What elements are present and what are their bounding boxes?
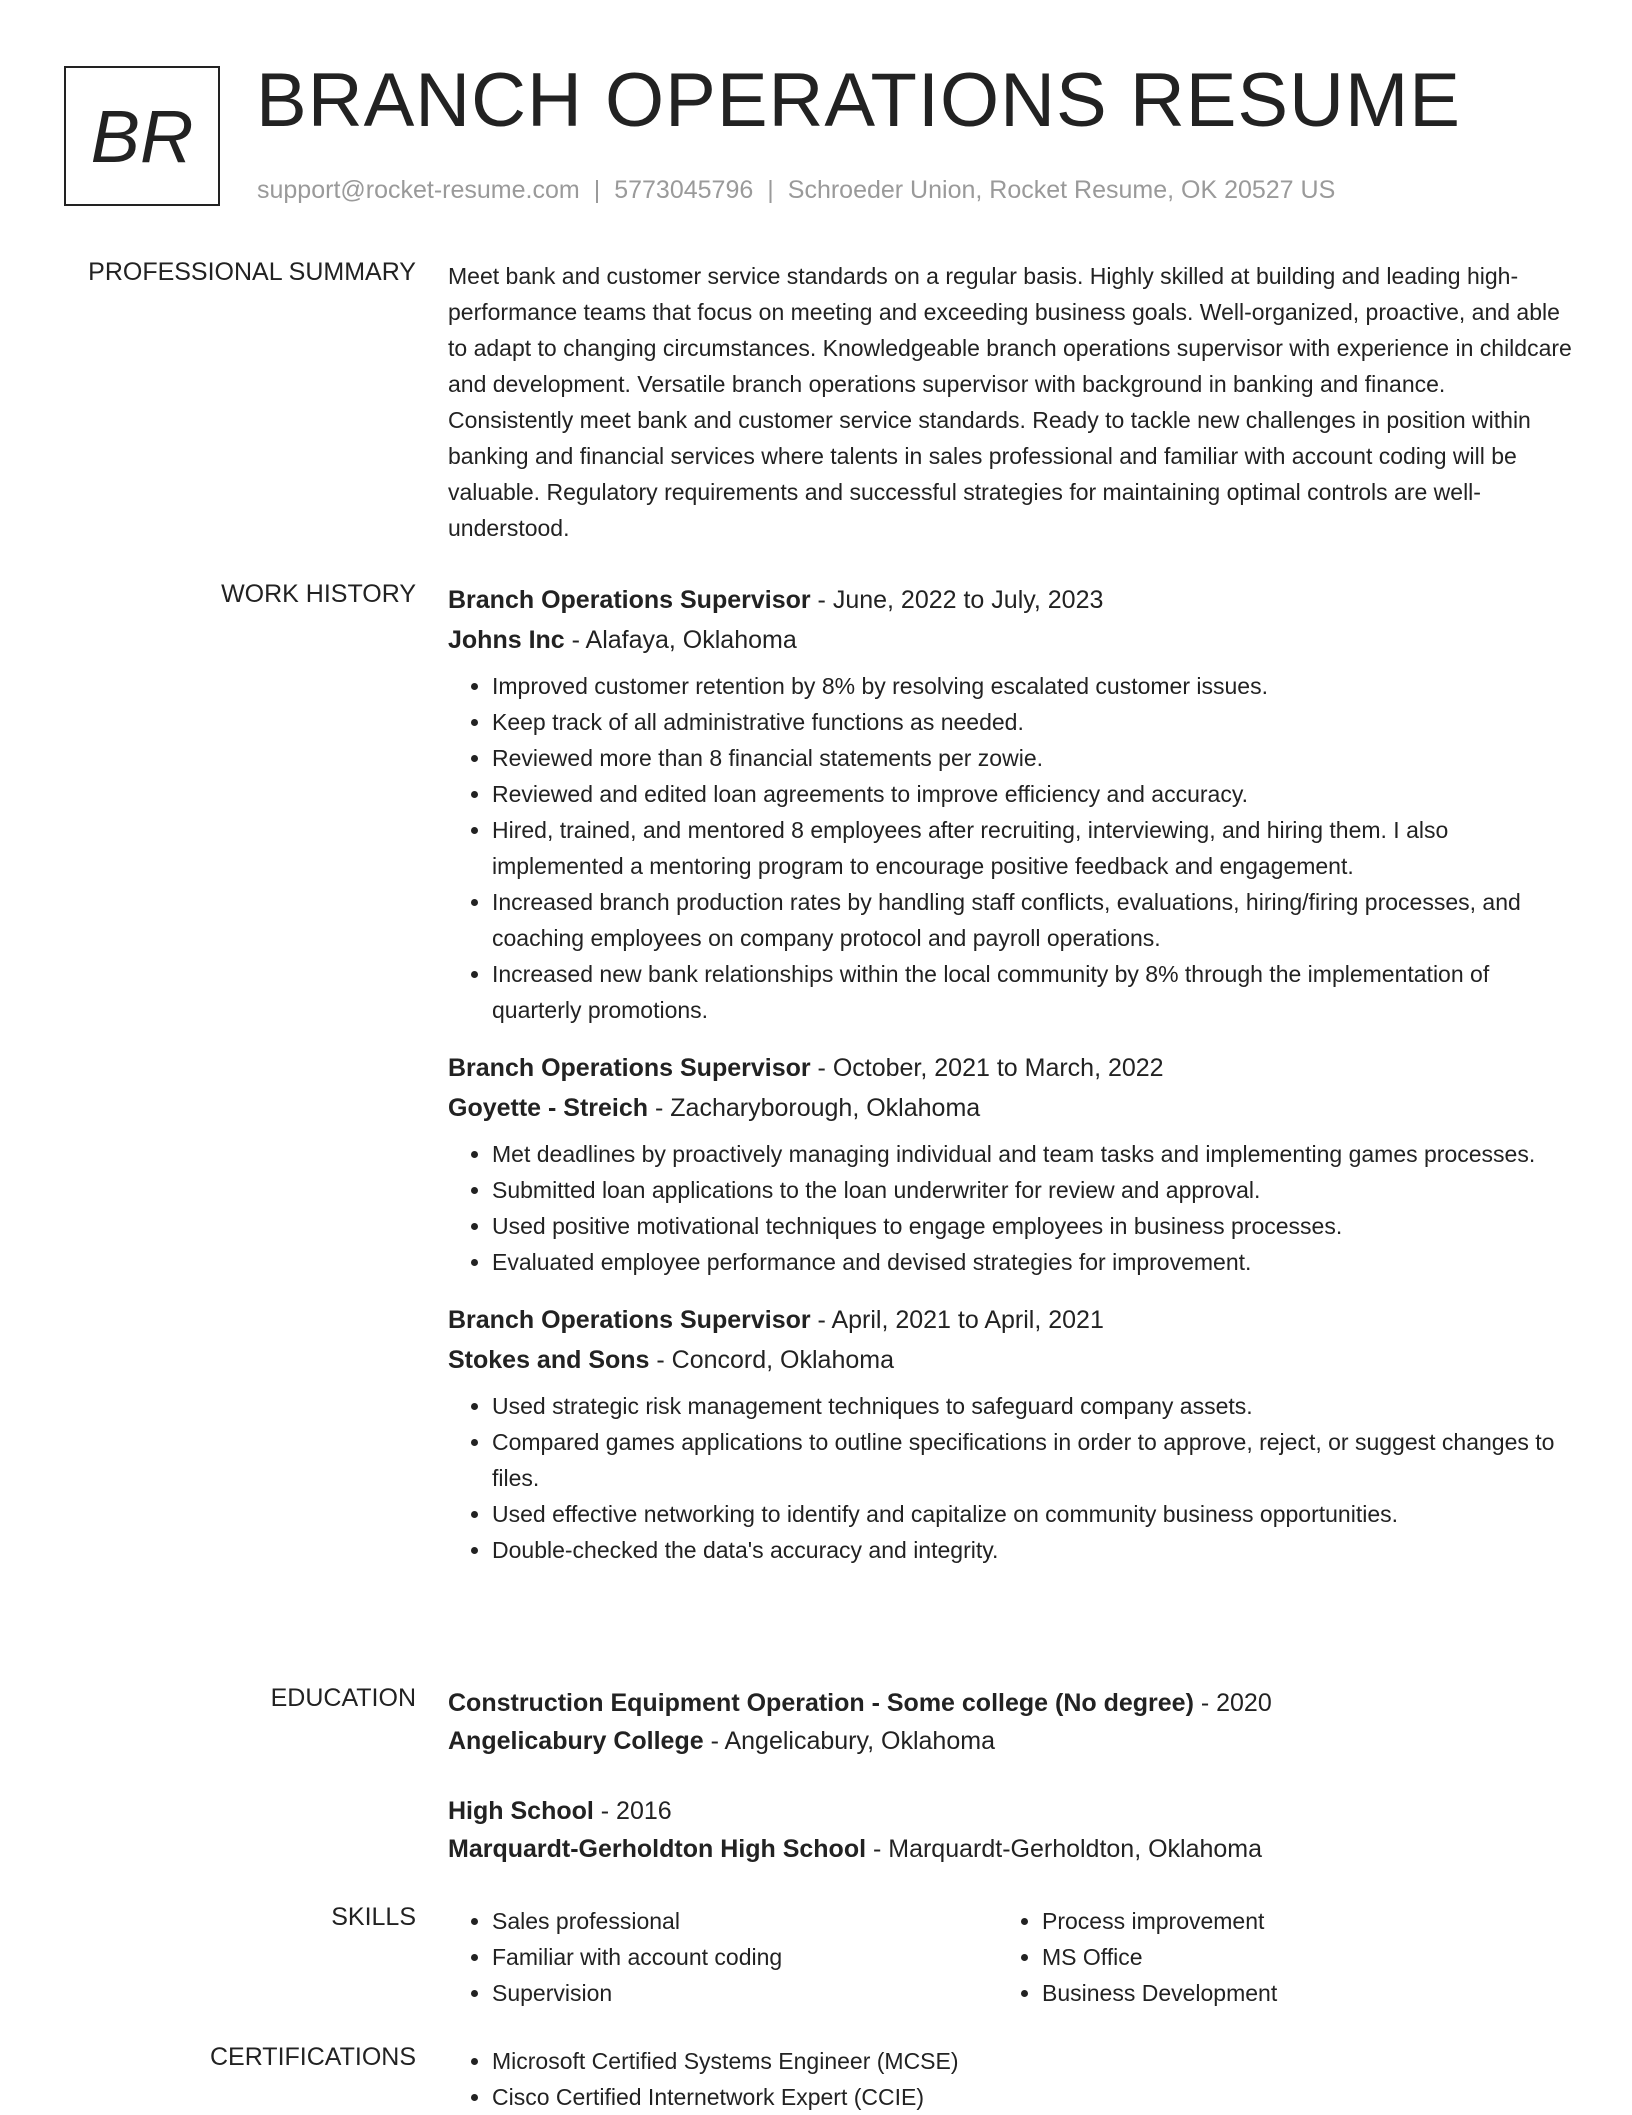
education-school-line xyxy=(448,1830,1572,1868)
education-school: Marquardt-Gerholdton High School xyxy=(448,1835,867,1863)
contact-phone[interactable]: 5773045796 xyxy=(614,176,754,204)
job-bullet: • Reviewed and edited loan agreements to improve efficiency and accuracy. xyxy=(492,776,1572,812)
section-label-summary: PROFESSIONAL SUMMARY xyxy=(88,258,416,286)
education-school-line xyxy=(448,1722,1572,1760)
job-bullet: • Reviewed more than 8 financial statements per zowie. xyxy=(492,740,1572,776)
education-year: - 2020 xyxy=(1193,1689,1272,1717)
education-degree: High School xyxy=(448,1797,594,1825)
job-title-line xyxy=(448,1048,1572,1088)
section-label-skills: SKILLS xyxy=(331,1903,416,1931)
job-dates: - October, 2021 to March, 2022 xyxy=(810,1054,1164,1082)
job-dates: - April, 2021 to April, 2021 xyxy=(810,1306,1104,1334)
education-year: - 2016 xyxy=(593,1797,672,1825)
job-company-line xyxy=(448,620,1572,660)
job-title: Branch Operations Supervisor xyxy=(448,586,811,614)
job-bullet: • Used effective networking to identify and capitalize on community business opportunities. xyxy=(492,1496,1572,1532)
education-school: Angelicabury College xyxy=(448,1727,704,1755)
skill-item: • MS Office xyxy=(1042,1939,1548,1975)
skill-item: • Supervision xyxy=(492,1975,998,2011)
skill-item: • Business Development xyxy=(1042,1975,1548,2011)
job-bullet: • Used positive motivational techniques to engage employees in business processes. xyxy=(492,1208,1572,1244)
job-bullets xyxy=(448,1388,1572,1568)
job-bullet: • Submitted loan applications to the loan underwriter for review and approval. xyxy=(492,1172,1572,1208)
education-degree: Construction Equipment Operation - Some college (No degree) xyxy=(448,1689,1194,1717)
job-company-line xyxy=(448,1340,1572,1380)
job-bullet: • Improved customer retention by 8% by resolving escalated customer issues. xyxy=(492,668,1572,704)
job-entry xyxy=(448,1048,1572,1280)
education-degree-line xyxy=(448,1792,1572,1830)
contact-separator: | xyxy=(767,176,774,204)
job-company: Johns Inc xyxy=(448,626,565,654)
section-label-certifications: CERTIFICATIONS xyxy=(209,2043,416,2071)
job-bullet: • Met deadlines by proactively managing individual and team tasks and implementing games processes. xyxy=(492,1136,1572,1172)
job-company: Goyette - Streich xyxy=(448,1094,649,1122)
skills-body xyxy=(448,1903,1572,2011)
job-title-line xyxy=(448,580,1572,620)
contact-address: Schroeder Union, Rocket Resume, OK 20527 US xyxy=(787,176,1336,204)
job-bullet: • Increased new bank relationships within the local community by 8% through the implementation of quarterly promotions. xyxy=(492,956,1572,1028)
contact-line xyxy=(257,176,1335,205)
education-degree-line xyxy=(448,1684,1572,1722)
skill-item: • Sales professional xyxy=(492,1903,998,1939)
certification-item: • Microsoft Certified Systems Engineer (MCSE) xyxy=(492,2043,1572,2079)
education-body xyxy=(448,1684,1572,1900)
summary-text: Meet bank and customer service standards on a regular basis. Highly skilled at building and leading high-performance teams that focus on meeting and exceeding business goals. Well-organized, proactive, and able to adapt to changing circumstances. Knowledgeable branch operations supervisor with experience in childcare and development. Versatile branch operations supervisor with background in banking and finance. Consistently meet bank and customer service standards. Ready to tackle new challenges in position within banking and financial services where talents in sales professional and familiar with account coding will be valuable. Regulatory requirements and successful strategies for maintaining optimal controls are well-understood. xyxy=(448,263,1572,541)
job-location: - Zacharyborough, Oklahoma xyxy=(648,1094,981,1122)
job-location: - Alafaya, Oklahoma xyxy=(564,626,797,654)
job-title-line xyxy=(448,1300,1572,1340)
certifications-list xyxy=(448,2043,1572,2115)
job-location: - Concord, Oklahoma xyxy=(649,1346,894,1374)
job-bullet: • Increased branch production rates by handling staff conflicts, evaluations, hiring/firing processes, and coaching employees on company protocol and payroll operations. xyxy=(492,884,1572,956)
section-label-work: WORK HISTORY xyxy=(221,580,416,608)
job-company-line xyxy=(448,1088,1572,1128)
job-title: Branch Operations Supervisor xyxy=(448,1054,811,1082)
job-bullet: • Compared games applications to outline specifications in order to approve, reject, or suggest changes to files. xyxy=(492,1424,1572,1496)
education-entry xyxy=(448,1792,1572,1868)
job-bullets xyxy=(448,668,1572,1028)
summary-body xyxy=(448,258,1572,546)
skills-column-left xyxy=(448,1903,998,2011)
certifications-body xyxy=(448,2043,1572,2115)
education-entry xyxy=(448,1684,1572,1760)
skill-item: • Process improvement xyxy=(1042,1903,1548,1939)
education-location: - Marquardt-Gerholdton, Oklahoma xyxy=(866,1835,1263,1863)
job-dates: - June, 2022 to July, 2023 xyxy=(810,586,1104,614)
education-location: - Angelicabury, Oklahoma xyxy=(703,1727,995,1755)
skills-column-right xyxy=(998,1903,1548,2011)
contact-email[interactable]: support@rocket-resume.com xyxy=(257,176,580,204)
monogram-badge: BR xyxy=(64,66,220,206)
job-company: Stokes and Sons xyxy=(448,1346,650,1374)
skills-grid xyxy=(448,1903,1572,2011)
job-entry xyxy=(448,580,1572,1028)
contact-separator: | xyxy=(593,176,601,204)
job-entry xyxy=(448,1300,1572,1568)
skill-item: • Familiar with account coding xyxy=(492,1939,998,1975)
job-title: Branch Operations Supervisor xyxy=(448,1306,811,1334)
job-bullet: • Keep track of all administrative functions as needed. xyxy=(492,704,1572,740)
job-bullets xyxy=(448,1136,1572,1280)
job-bullet: • Double-checked the data's accuracy and integrity. xyxy=(492,1532,1572,1568)
resume-title: BRANCH OPERATIONS RESUME xyxy=(256,58,1461,143)
job-bullet: • Hired, trained, and mentored 8 employees after recruiting, interviewing, and hiring them. I also implemented a mentoring program to encourage positive feedback and engagement. xyxy=(492,812,1572,884)
section-label-education: EDUCATION xyxy=(270,1684,416,1712)
job-bullet: • Used strategic risk management techniques to safeguard company assets. xyxy=(492,1388,1572,1424)
job-bullet: • Evaluated employee performance and devised strategies for improvement. xyxy=(492,1244,1572,1280)
work-history-body xyxy=(448,580,1572,1588)
certification-item: • Cisco Certified Internetwork Expert (CCIE) xyxy=(492,2079,1572,2115)
